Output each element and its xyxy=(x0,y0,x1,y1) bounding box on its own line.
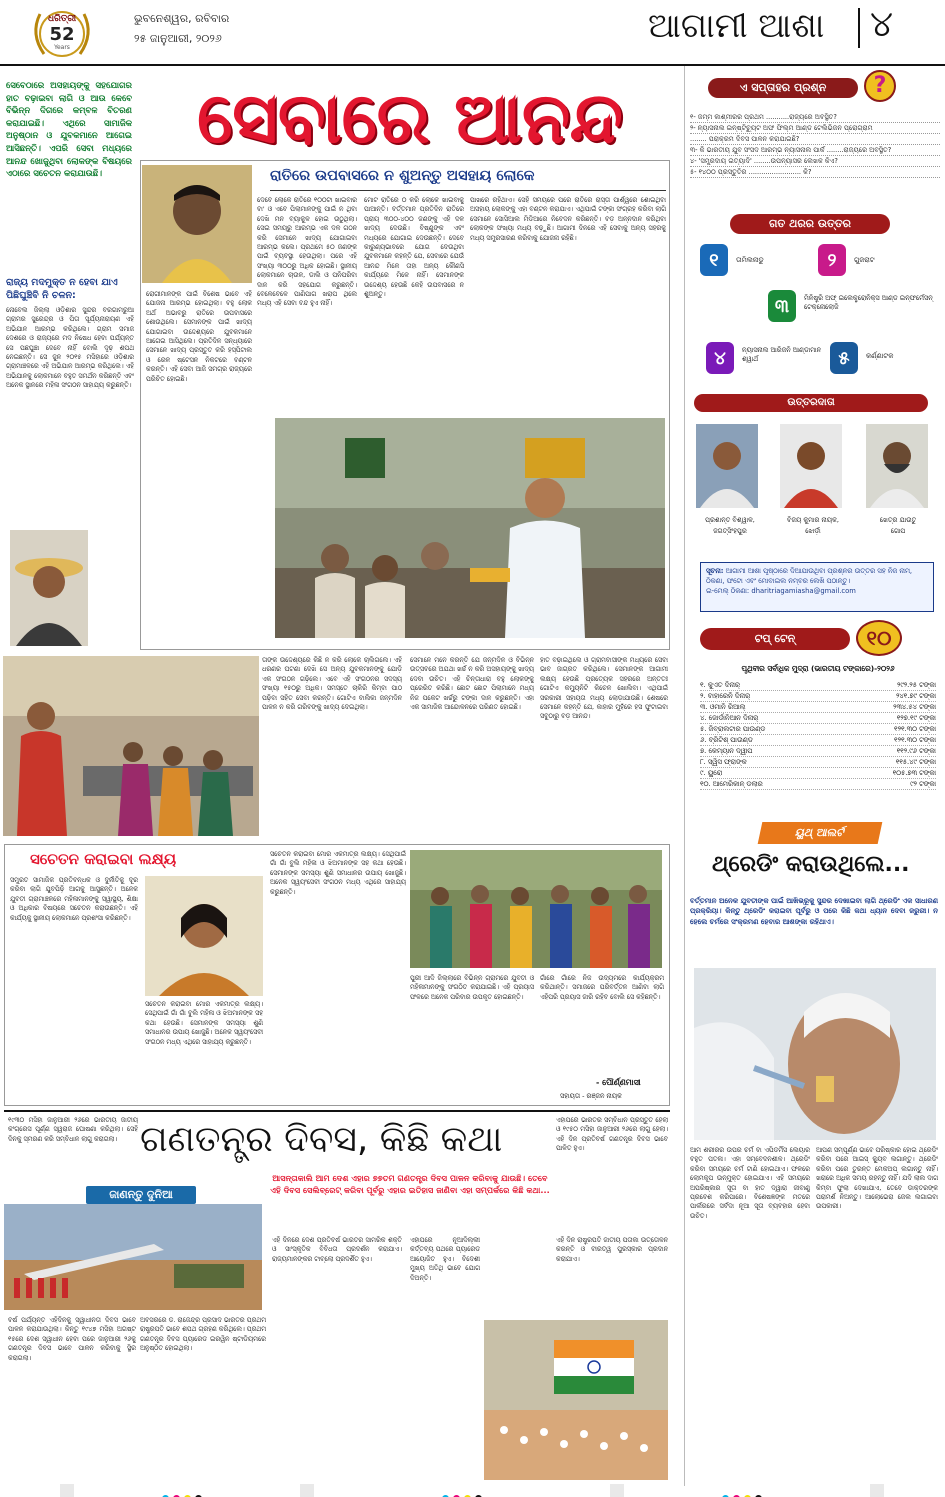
story1-subhead-rule xyxy=(270,190,666,191)
side-head: ରାଜ୍ୟ ମଦମୁକ୍ତ ନ ହେବା ଯାଏ ପିଛିଘୁଞ୍ଚିବି ନି ଚଳନ: xyxy=(6,277,118,301)
quiz-question: ୧- ଜମ୍ମ କାଶ୍ମୀରର ପ୍ରଥମ ...........ରାଜ୍ୟରେ ଅବସ୍ଥିତ? xyxy=(690,112,940,123)
story1-col1: ରୋଗୀମାନଙ୍କ ପାଇଁ ବିଶେଷ ଭାବେ ଏହି ଯୋଜନା ଆରମ୍ଭ ହୋଇଥିଲା। ବହୁ ଲୋକ ଅର୍ଥ ଅଭାବରୁ ରାତିରେ ଉପବାସରେ ଶୋଉଥିଲେ। ସେମାନଙ୍କ ପାଇଁ ଖାଦ୍ୟ ଯୋଗାଇବା ଉଦ୍ଦେଶ୍ୟରେ ଯୁବକମାନେ ଆଗେଇ ଆସିଥିଲେ। ପ୍ରତିଦିନ ସନ୍ଧ୍ୟାରେ ସେମାନେ ଖାଦ୍ୟ ପ୍ରସ୍ତୁତ କରି ହସ୍ପିଟାଲ ଓ ରେଳ ଷ୍ଟେସନ ନିକଟରେ ବଣ୍ଟନ କରନ୍ତି। ଏହି ସେବା ଆଜି ସମଗ୍ର ରାଜ୍ୟରେ ପରିଚିତ ହୋଇଛି। xyxy=(146,290,252,383)
answer-number: ୧ xyxy=(700,244,728,276)
quiz-questions xyxy=(690,112,940,178)
notice-box xyxy=(700,562,934,612)
topten-row xyxy=(700,746,936,757)
story2-head: ସଚେତନ କରାଇବା ଲକ୍ଷ୍ୟ xyxy=(30,850,177,868)
question-mark-icon: ? xyxy=(864,70,896,102)
threading-photo xyxy=(694,968,936,1140)
currency-name: ୯. ୟୁରୋ xyxy=(700,769,723,777)
right-column-rule xyxy=(684,66,685,1486)
logo-years-label: Years xyxy=(54,44,70,51)
answer-text: ତାମିଲନାଡୁ xyxy=(736,256,764,264)
activist-photo xyxy=(10,530,88,646)
quiz-question: ୩- କି ଭାରତୀୟ ଯୁବ ସଂସଦ ଆରମ୍ଭ ନ୍ୟାସନାଲ ପାର୍କ ........ରାଜ୍ୟରେ ଅବସ୍ଥିତ? xyxy=(690,145,940,156)
notice-label: ସୂଚନା: xyxy=(706,567,724,575)
quiz-question: ........ ପରାକ୍ରମ ଦିବସ ପାଳନ କରାଯାଇଛି? xyxy=(690,134,940,145)
currency-value: ୨୩୪.୫୪ ଟଙ୍କା xyxy=(893,703,936,711)
currency-value: ୧୨୧.୩୦ ଟଙ୍କା xyxy=(894,725,936,733)
story1-col4: ପାଖରେ ରହିଥାଏ। ସେହି ସମୟରେ ପରେ ରାତିରେ ରାସ୍ତା ପାର୍ଶ୍ୱରେ ଶୋଇଥିବା ଅସହାୟ ଲୋକଙ୍କୁ ଏହା ବଣ୍ଟନ କରାଯାଏ। ଏଥିପାଇଁ ଟଙ୍କା ସଂଗ୍ରହ କରିବା ଲାଗି ସେମାନେ ସୋସିଆଲ ମିଡିଆରେ ନିବେଦନ କରିଛନ୍ତି। ବଡ଼ ଅନ୍ନଦାନ କରିଥିବା ଲୋକଙ୍କ ସଂଖ୍ୟା ମଧ୍ୟ ବଢ଼ୁଛି। ଆଗାମୀ ଦିନରେ ଏହି ସେବାକୁ ଅନ୍ୟ ସହରକୁ ମଧ୍ୟ ସମ୍ପ୍ରସାରଣ କରିବାକୁ ଯୋଜନା ରହିଛି। xyxy=(470,196,666,242)
currency-name: ୨. ବାହାରେନି ଦିନାର୍ xyxy=(700,692,751,700)
youth-head: ଥ୍ରେଡିଂ କରାଉଥିଲେ... xyxy=(712,852,910,877)
main-headline: ସେବାରେ ଆନନ୍ଦ xyxy=(197,77,623,159)
topten-row xyxy=(700,768,936,779)
logo-years: 52 xyxy=(49,24,75,45)
topten-row xyxy=(700,691,936,702)
activist-woman-photo xyxy=(145,876,263,996)
winner-name: ଖେତ୍ର ଯାଉତୁ xyxy=(879,516,917,524)
topten-row xyxy=(700,702,936,713)
topten-subtitle: ପୃଥିବୀର ସର୍ବାଧିକ ମୁଦ୍ରା (ଭାରତୀୟ ଟଙ୍କାରେ)-୨୦୨୬ xyxy=(741,664,895,673)
email-address[interactable]: dharitriagamiasha@gmail.com xyxy=(751,587,856,595)
answer-text: ଗୁଜରାଟ xyxy=(854,256,875,264)
masthead xyxy=(0,0,945,64)
winner-photo xyxy=(780,424,842,508)
city-day: ଭୁବନେଶ୍ୱର, ରବିବାର xyxy=(134,12,230,25)
logo-text: ଧରିତ୍ରୀ xyxy=(47,14,77,24)
story3-intro: ୧୯୩୦ ମସିହା ଜାନୁଆରୀ ୨୬ରେ ଭାରତୀୟ ଜାତୀୟ କଂଗ୍ରେସ ପୂର୍ଣ୍ଣ ସ୍ୱରାଜ ଘୋଷଣା କରିଥିଲା। ସେହି ଦିନକୁ ସ୍ମରଣ କରି ସମ୍ବିଧାନ ଲାଗୁ କରାଗଲା। xyxy=(8,1116,138,1143)
winners-banner: ଉତ୍ତରଦାତା xyxy=(694,394,928,412)
story3-col3: ଏହି ଦିନରେ ଦେଶ ପ୍ରତିବର୍ଷ ଭାରତର ସାମରିକ ଶକ୍ତି ଓ ସାଂସ୍କୃତିକ ବିବିଧତା ପ୍ରଦର୍ଶନ କରାଯାଏ। ରାଜ୍ୟମାନଙ୍କର ଟାବ୍ଲୋ ପ୍ରଦର୍ଶିତ ହୁଏ। xyxy=(272,1236,402,1263)
story3-head: ଗଣତନ୍ତ୍ର ଦିବସ, କିଛି କଥା xyxy=(140,1119,503,1160)
story3-col4: ଏହାପରେ ନୂଆଦିଲ୍ଲୀ କର୍ତ୍ତବ୍ୟ ପଥରେ ପ୍ୟାରେଡ ଆୟୋଜିତ ହୁଏ। ବିଦେଶୀ ମୁଖ୍ୟ ଅତିଥି ଭାବେ ଯୋଗ ଦିଅନ୍ତି। xyxy=(410,1236,480,1282)
quiz-question: ୫- ୧୪୦୦ ପ୍ରସ୍ତୁତିର ......................... କି? xyxy=(690,167,940,178)
story3-kicker: ଜାଣନ୍ତୁ ଦୁନିଆ xyxy=(86,1186,196,1204)
answer-text: କର୍ଣ୍ଣାଟକ xyxy=(866,352,894,360)
currency-name: ୬. ବ୍ରିଟିଶ୍ ପାଉଣ୍ଡ xyxy=(700,736,753,744)
story1-col3: ମୋଟ ରାତିରେ ୦ କରି ଲୋକେ ଖାଇବାକୁ ପାଆନ୍ତି। ବର୍ତ୍ତମାନ ପ୍ରତିଦିନ ରାତିରେ ପ୍ରାୟ ୩୦୦-୪୦୦ ଜଣଙ୍କୁ ଏହି ଦଳ ଖାଦ୍ୟ ଦେଉଛି। ବିଷ୍ଣୁଙ୍କ ଏବଂ ମଧ୍ୟରେ ଯୋଗାଇ ଦେଉଛନ୍ତି। ଦେବେ କାରୁଣ୍ୟଭାବରେ ଯୋଗ ଦେଉଥିବା ଯୁବକମାନେ କହନ୍ତି ଯେ, ସେବାରେ ଯେଉଁ ଆନନ୍ଦ ମିଳେ ତାହା ଅନ୍ୟ କୌଣସି କାର୍ଯ୍ୟରେ ମିଳେ ନାହିଁ। ସେମାନଙ୍କ ଉଦ୍ଦେଶ୍ୟ ହେଉଛି କେହି ଉପବାସରେ ନ ଶୁଅନ୍ତୁ। xyxy=(364,196,464,299)
currency-value: ୯୨ ଟଙ୍କା xyxy=(910,780,936,788)
story2-col1: ସମ୍ପ୍ରତ ସାମାଜିକ ପ୍ରତିବନ୍ଧକ ଓ ଦୁର୍ନୀତିକୁ ଦୂର କରିବା ଲାଗି ଯୁବପିଢ଼ି ଆଗକୁ ଆସୁଛନ୍ତି। ଅନେକ ଯୁବତୀ ଗ୍ରାମାଞ୍ଚଳରେ ମହିଳାମାନଙ୍କୁ ସ୍ୱାସ୍ଥ୍ୟ, ଶିକ୍ଷା ଓ ଅଧିକାର ବିଷୟରେ ସଚେତନ କରାଉଛନ୍ତି। ଏହି କାର୍ଯ୍ୟକୁ ସ୍ଥାନୀୟ ଲୋକମାନେ ପ୍ରଶଂସା କରିଛନ୍ତି। xyxy=(10,876,138,922)
story3-intro2: ଏହାପରେ ଭାରତର ସମ୍ବିଧାନ ପ୍ରସ୍ତୁତ ହେଲା ଓ ୧୯୫୦ ମସିହା ଜାନୁଆରୀ ୨୬ରେ ଲାଗୁ ହେଲା। ଏହି ଦିନ ପ୍ରତିବର୍ଷ ଗଣତନ୍ତ୍ର ଦିବସ ଭାବେ ପାଳିତ ହୁଏ। xyxy=(556,1116,668,1153)
story3-col1: ବର୍ଷ ପର୍ଯ୍ୟନ୍ତ ଏହିଦିନକୁ ସ୍ୱାଧୀନତା ଦିବସ ଭାବେ ପାଳନ କରାଯାଉଥିଲା। କିନ୍ତୁ ୧୯୪୭ ମସିହା ଅଗଷ୍ଟ ୧୫ରେ ଦେଶ ସ୍ୱାଧୀନ ହେବା ପରେ ଜାନୁଆରୀ ୨୬କୁ ଗଣତନ୍ତ୍ର ଦିବସ ଭାବେ ପାଳନ କରିବାକୁ ସ୍ଥିର କରାଗଲା। xyxy=(8,1316,136,1362)
winner-name: ବିଜୟ କୁମାର ନାୟକ, xyxy=(787,516,839,524)
masthead-divider xyxy=(858,8,860,48)
masthead-rule xyxy=(0,64,945,66)
story3-col5: ଏହି ଦିନ ରାଷ୍ଟ୍ରପତି ଜାତୀୟ ପତାକା ଉତ୍ତୋଳନ କରନ୍ତି ଓ ବୀରତ୍ୱ ପୁରସ୍କାର ପ୍ରଦାନ କରାଯାଏ। xyxy=(556,1236,668,1263)
currency-name: ୩. ଓମାନି ରିଆଲ୍ xyxy=(700,703,746,711)
youth-intro: ବର୍ତ୍ତମାନ ଅନେକ ଯୁବତୀଙ୍କ ପାଇଁ ଆଖିଭ୍ରୂକୁ ସୁନ୍ଦର ଦେଖାଇବା ଲାଗି ଥ୍ରେଡିଂ ଏକ ସାଧାରଣ ପ୍ରକ୍ରିୟା। କିନ୍ତୁ ଥ୍ରେଡିଂ କରାଇବା ପୂର୍ବରୁ ଓ ପରେ କିଛି କଥା ଧ୍ୟାନ ଦେବା ଜରୁରୀ। ନ ହେଲେ ଚର୍ମରେ ସଂକ୍ରମଣ ହେବାର ଆଶଙ୍କା ରହିଥାଏ। xyxy=(690,897,938,926)
logo xyxy=(26,4,98,60)
story2-col4: ଗାଁରେ ଗାଁରେ ନିଜ ଉଦ୍ୟମରେ କାର୍ଯ୍ୟକ୍ରମ କରିଥାନ୍ତି। ସମାଜରେ ପରିବର୍ତ୍ତନ ଆଣିବା ଲାଗି ଏହିପରି ପ୍ରୟାସ ଜାରି ରହିବ ବୋଲି ସେ କହିଛନ୍ତି। xyxy=(540,974,664,1001)
women-serving-photo xyxy=(3,656,259,836)
topten-badge: ୧୦ xyxy=(856,620,902,656)
parade-photo xyxy=(4,1204,262,1310)
currency-value: ୨୪୧.୭୯ ଟଙ୍କା xyxy=(895,692,936,700)
youth-col1: ଆମ ଶରୀରର ଉପର ଚର୍ମ ବା ଏପିଡର୍ମିସ ଲେୟାର ବହୁତ ପତଳା। ଏହା ସମ୍ବେଦନଶୀଳ। ଥ୍ରେଡିଂ କରିବା ସମୟରେ ଚର୍ମ ଟାଣି ହୋଇଥାଏ। ଫଳରେ ଲୋମକୂପ ଉନ୍ମୁକ୍ତ ହୋଇଯାଏ। ଏହି ସମୟରେ ଅପରିଷ୍କାର ସୂତା ବା ହାତ ଦ୍ୱାରା ଜୀବାଣୁ ପ୍ରବେଶ କରିପାରେ। ବିଶେଷଜ୍ଞଙ୍କ ମତରେ ପାର୍ଲରରେ ସର୍ବଦା ନୂଆ ସୂତା ବ୍ୟବହାର ହେବା ଉଚିତ। xyxy=(690,1146,810,1220)
story2-byline2: ସହାୟତା - ରଞ୍ଜନ ନାୟକ xyxy=(560,1092,622,1100)
topten-row xyxy=(700,757,936,768)
currency-value: ୧୨୧.୩୦ ଟଙ୍କା xyxy=(894,736,936,744)
prev-answers-banner: ଗତ ଥରର ଉତ୍ତର xyxy=(730,214,890,234)
topten-row xyxy=(700,680,936,691)
story1-subhead: ରାତିରେ ଉପବାସରେ ନ ଶୁଅନ୍ତୁ ଅସହାୟ ଲୋକେ xyxy=(270,168,535,184)
portrait-photo xyxy=(142,165,252,283)
flag-parade-photo xyxy=(484,1320,668,1480)
currency-value: ୨୯୨.୨୫ ଟଙ୍କା xyxy=(896,681,936,689)
story2-col3: ପୁରୀ ଆଦି ଜିଲ୍ଲାରେ ବିଭିନ୍ନ ଗ୍ରାମରେ ଯୁବତୀ ଓ ମହିଳାମାନଙ୍କୁ ସଂଗଠିତ କରାଯାଇଛି। ଏହି ପ୍ରୟାସ ଫଳରେ ଅନେକ ପରିବାର ଉପକୃତ ହୋଇଛନ୍ତି। xyxy=(410,974,534,1001)
answer-number: ୪ xyxy=(706,342,734,374)
story1-below-col1: ତାଙ୍କ ଉଦ୍ଦେଶ୍ୟରେ କିଛି ନ କରି ଲୋକେ ଚାଲିଗଲେ। ଏହି ଧରଣର ଘଟଣା ଦେଖି ସେ ଅନ୍ୟ ଯୁବକମାନଙ୍କୁ ଯୋଡ଼ି ଏକ ସଂଗଠନ ଗଢ଼ିଲେ। ଏବେ ଏହି ସଂଗଠନର ସଦସ୍ୟ ସଂଖ୍ୟା ୧୫୦ରୁ ଅଧିକ। ସମସ୍ତେ ଚାକିରି କିମ୍ବା ପାଠ ପଢ଼ିବା ସହିତ ସେବା କରନ୍ତି। ଗୋଟିଏ ବାଲିକା ଜନ୍ମଦିନ ପାଳନ ନ କରି ଗରିବଙ୍କୁ ଖାଦ୍ୟ ଦେଇଥିଲା। xyxy=(262,656,402,712)
topten-row xyxy=(700,713,936,724)
quiz-title: ଏ ସପ୍ତାହର ପ୍ରଶ୍ନ xyxy=(739,81,827,94)
youth-col2: ଆପଣ ସମ୍ପୂର୍ଣ୍ଣ ଭାବେ ପରିଷ୍କାର ହୋଇ ଥ୍ରେଡିଂ କରିବା ପରେ ଆଇସ୍ କ୍ୟୁବ ଲଗାନ୍ତୁ। ଥ୍ରେଡିଂ କରିବା ପରେ ତୁରନ୍ତ ମେକଅପ୍ ଲଗାନ୍ତୁ ନାହିଁ। ଖରାରେ ଅଧିକ ସମୟ ରହନ୍ତୁ ନାହିଁ। ଯଦି ଲାଲ ଦାଗ କିମ୍ବା ଫୁଲା ଦେଖାଯାଏ, ତେବେ ଡାକ୍ତରଙ୍କ ପରାମର୍ଶ ନିଅନ୍ତୁ। ଆଲୋଭେରା ଜେଲ ଲଗାଇବା ଉପକାରୀ। xyxy=(816,1146,938,1211)
answer-text: ମିନିଷ୍ଟ୍ରି ଅଫ୍ ଇଲେକ୍ଟ୍ରୋନିକ୍ସ ଆଣ୍ଡ ଇନ୍‌ଫର୍ମେସନ୍ ଟେକ୍ନୋଲୋଜି xyxy=(804,294,933,311)
answer-number: ୩ xyxy=(768,290,796,322)
page-number: ୪ xyxy=(870,4,894,45)
story3-rule xyxy=(4,1110,670,1112)
winner-name: ପ୍ରଶାନ୍ତ ବିଶ୍ୱାଳ, xyxy=(705,516,755,524)
food-distribution-photo xyxy=(275,418,665,638)
story2-col2a: ସଚେତନ କରାଇବା ମୋର ଏକମାତ୍ର ଲକ୍ଷ୍ୟ। ସେଥିପାଇଁ ଗାଁ ଗାଁ ବୁଲି ମହିଳା ଓ ଝିଅମାନଙ୍କ ସହ କଥା ହେଉଛି। ସେମାନଙ୍କ ସମସ୍ୟା ଶୁଣି ସମାଧାନର ଉପାୟ ଖୋଜୁଛି। ଅନେକ ସ୍ୱୟଂସେବୀ ସଂଗଠନ ମଧ୍ୟ ଏଥିରେ ସାହାଯ୍ୟ କରୁଛନ୍ତି। xyxy=(145,1000,263,1046)
answer-text: ନ୍ୟାସନାଲ ଆରିଜନି ଆଣ୍ଡାମାନ ଶ୍ୱାର୍ଥ xyxy=(742,346,822,363)
currency-name: ୧. କୁଏତ ଦିନାର୍ xyxy=(700,681,740,689)
answer-number: ୫ xyxy=(830,342,858,374)
winner-place: ଜଗତ୍‌ସିଂହପୁର xyxy=(713,527,747,535)
winner-place: ଗୋପ xyxy=(890,527,906,535)
story1-col2: ଦେବେ ଲୋକେ ରାତିରେ ୧୦୦ଟା ଖାଇବାର ବା' ଓ ଏବେ ପିଲାମାନଙ୍କୁ ପାଇଁ ନ ଥିବା ଦେଖି ମନ ବ୍ୟାକୁଳ ହୋଇ ଉଠୁଥିଲା। ସେଇ ସମୟରୁ ଆରମ୍ଭ ଏକ ଦଳ ଗଠନ କରି ସେମାନେ ଖାଦ୍ୟ ଯୋଗାଇବା ଆରମ୍ଭ କଲେ। ପ୍ରଥମେ ୫୦ ଜଣଙ୍କ ପାଇଁ ବ୍ୟବସ୍ଥା ହେଉଥିଲା। ପରେ ଏହି ସଂଖ୍ୟା ୩୦୦ରୁ ଅଧିକ ହୋଇଛି। ସ୍ଥାନୀୟ ଲୋକମାନେ ଚାଉଳ, ଡାଲି ଓ ପନିପରିବା ଦାନ କରି ସହଯୋଗ କରୁଛନ୍ତି। ବେଳେବେଳେ ପାଣିପାଗ ଖରାପ ଥିଲେ ମଧ୍ୟ ଏହି ସେବା ବନ୍ଦ ହୁଏ ନାହିଁ। xyxy=(257,196,357,308)
currency-value: ୧୧୨.୯୬ ଟଙ୍କା xyxy=(896,747,936,755)
side-body: ନୋବେଲ ଜିଲ୍ଲା ଓଡ଼ିଶାର ସୁନ୍ଦର ବରଗାମରୁଆ ଗ୍ରାମର ସୁରେନ୍ଦ୍ର ଓ ପିତା ସୂର୍ଯ୍ୟନାରାୟଣ ଏହି ଅଭିଯାନ ଆରମ୍ଭ କରିଥିଲେ। ଗ୍ରାମ ସମାଜ ଦେଶରେ ଓ ରାଜ୍ୟରେ ମଦ ନିଷେଧ ହେବା ପର୍ଯ୍ୟନ୍ତ ସେ ପଛଘୁଞ୍ଚା ଦେବେ ନାହିଁ ବୋଲି ଦୃଢ଼ ଶପଥ ନେଇଛନ୍ତି। ସେ ଜୁନ ୨୦୧୫ ମସିହାରେ ଓଡ଼ିଶାର ଗ୍ରାମାଞ୍ଚଳରେ ଏହି ଅଭିଯାନ ଆରମ୍ଭ କରିଥିଲେ। ଏହି ଅଭିଯାନକୁ ଲୋକମାନେ ବହୁତ ସମର୍ଥନ କରିଛନ୍ତି ଏବଂ ଅନେକ ସ୍ଥାନରେ ମହିଳା ସଂଗଠନ ସାହାଯ୍ୟ କରୁଛନ୍ତି। xyxy=(6,306,134,390)
currency-name: ୫. ଜିବ୍ରାଲଟାର ପାଉଣ୍ଡ xyxy=(700,725,766,733)
topten-row xyxy=(700,724,936,735)
winner-photo xyxy=(696,424,758,508)
group-women-photo xyxy=(410,850,662,968)
currency-name: ୪. ଜୋର୍ଡାନିଆନ ଦିନାର୍ xyxy=(700,714,759,722)
currency-value: ୧୨୭.୧୯ ଟଙ୍କା xyxy=(896,714,936,722)
quiz-question: ୪- 'ସମ୍ପ୍ରଦାୟ ଇତ୍ୟାଦି' ........ଉପନ୍ୟାସର ଲେଖକ କିଏ? xyxy=(690,156,940,167)
story1-below-col2: ସେମାନେ ମନେ କରନ୍ତି ଯେ ଜନ୍ମଦିନ ଓ ବିଭିନ୍ନ ଉତ୍ସବରେ ଅଯଥା ଖର୍ଚ୍ଚ ନ କରି ଅସହାୟଙ୍କୁ ଖାଦ୍ୟ ଦେବା ଉଚିତ। ଏହି ଚିନ୍ତାଧାରା ବହୁ ଲୋକଙ୍କୁ ପ୍ରେରିତ କରିଛି। ଛୋଟ ଛୋଟ ପିଲାମାନେ ମଧ୍ୟ ନିଜ ପକେଟ ଖର୍ଚ୍ଚରୁ ଟଙ୍କା ଦାନ କରୁଛନ୍ତି। ଏହା ଏକ ସାମାଜିକ ଆନ୍ଦୋଳନରେ ପରିଣତ ହୋଇଛି। xyxy=(410,656,534,712)
quiz-question: ୨- ନ୍ୟାସନାଲ ଇନ୍ଷ୍ଟିଚ୍ୟୁଟ ଅଫ ଫିଲ୍ମ ଆଣ୍ଡ ଟେଲିଭିଜନ ପ୍ରୋଗ୍ରାମ xyxy=(690,123,940,134)
winner-photo xyxy=(866,424,928,508)
email-label: ଇ-ମେଲ୍ ଠିକଣା: xyxy=(706,587,750,595)
notice-text: ଆଗାମୀ ଆଶା ପୃଷ୍ଠାରେ ଦିଆଯାଉଥିବା ପ୍ରଶ୍ନର ଉତ୍ତର ସହ ନିଜ ନାମ, ଠିକଣା, ଫଟୋ ଏବଂ ମୋବାଇଲ ନମ୍ବର ଲେଖି ପଠାନ୍ତୁ। xyxy=(706,567,913,585)
print-marks xyxy=(0,1484,945,1497)
story2-byline: - ପୌର୍ଣ୍ଣମାସୀ xyxy=(596,1078,641,1087)
story1-below-col3: ହାତ ବଢ଼ାଇଥିଲେ ଓ ଗ୍ରାମବାସୀଙ୍କ ମଧ୍ୟରେ ସେବା ଭାବ ଜାଗ୍ରତ କରିଥିଲେ। ସେମାନଙ୍କ ଆଗାମୀ ଲକ୍ଷ୍ୟ ହେଉଛି ପ୍ରତ୍ୟେକ ସହରରେ ଅନ୍ତତଃ ଗୋଟିଏ କମ୍ୟୁନିଟି କିଚେନ ଖୋଲିବା। ଏଥିପାଇଁ ସରକାରୀ ସହାୟତା ମଧ୍ୟ ଲୋଡ଼ାଯାଉଛି। ଶେଷରେ ସେମାନେ କହନ୍ତି ଯେ, କାହାର ମୁହଁରେ ହସ ଫୁଟାଇବା ସବୁଠାରୁ ବଡ଼ ଆନନ୍ଦ। xyxy=(540,656,668,721)
currency-name: ୧୦. ଆମେରିକାନ୍ ଡଲାର xyxy=(700,780,763,788)
answer-number: ୨ xyxy=(818,244,846,276)
currency-value: ୧୧୫.୪୯ ଟଙ୍କା xyxy=(895,758,936,766)
story3-col2: ଅବସରରେ ଡ. ରାଜେନ୍ଦ୍ର ପ୍ରସାଦ ଭାରତର ପ୍ରଥମ ରାଷ୍ଟ୍ରପତି ଭାବେ ଶପଥ ଗ୍ରହଣ କରିଥିଲେ। ପ୍ରଥମ ଗଣତନ୍ତ୍ର ଦିବସ ପ୍ୟାରେଡ ଇରୱିନ ଷ୍ଟାଡିୟମରେ ଅନୁଷ୍ଠିତ ହୋଇଥିଲା। xyxy=(140,1316,266,1353)
winner-place: ଝୋର୍ଡ଼ା xyxy=(805,527,821,535)
topten-list xyxy=(700,680,936,790)
story3-dek: ଆସନ୍ତାକାଲି ଆମ ଦେଶ ଏହାର ୭୭ତମ ଗଣତନ୍ତ୍ର ଦିବସ ପାଳନ କରିବାକୁ ଯାଉଛି। ତେବେ ଏହି ଦିବସ ସେଲିବ୍ରେଟ୍ କରିବା ପୂର୍ବରୁ ଏହାର ଇତିହାସ ଜାଣିବା ଏହା ସମ୍ପର୍କରେ କିଛି କଥା... xyxy=(270,1173,550,1195)
left-intro: ସେବେଠାରେ ଅସହାୟଙ୍କୁ ସହଯୋଗର ହାତ ବଢ଼ାଇବା ଲାଗି ଓ ଆଉ କେବେ ବିଭିନ୍ନ ଦିଗରେ କମ୍ବଳ ବିତରଣ କରାଯାଇଛି। ଏଥିରେ ସାମାଜିକ ଅନୁଷ୍ଠାନ ଓ ଯୁବକମାନେ ଆଗେଇ ଆସିଛନ୍ତି। ଏପରି ସେବା ମଧ୍ୟରେ ଆନନ୍ଦ ଖୋଜୁଥିବା ଲୋକଙ୍କ ବିଷୟରେ ଏଠାରେ ସଚେତନ କରାଯାଉଛି। xyxy=(6,81,132,180)
topten-row xyxy=(700,779,936,790)
topten-banner: ଟପ୍ ଟେନ୍ xyxy=(700,628,850,650)
section-title: ଆଗାମୀ ଆଶା xyxy=(648,6,825,46)
currency-name: ୮. ସ୍ୱିସ ଫ୍ରାଙ୍କ xyxy=(700,758,747,766)
date: ୨୫ ଜାନୁଆରୀ, ୨୦୨୬ xyxy=(134,32,222,45)
topten-row xyxy=(700,735,936,746)
currency-name: ୭. କେମ୍ୟାନ ଦ୍ୱୀପ xyxy=(700,747,753,755)
story2-col2b: ସଚେତନ କରାଇବା ମୋର ଏକମାତ୍ର ଲକ୍ଷ୍ୟ। ସେଥିପାଇଁ ଗାଁ ଗାଁ ବୁଲି ମହିଳା ଓ ଝିଅମାନଙ୍କ ସହ କଥା ହେଉଛି। ସେମାନଙ୍କ ସମସ୍ୟା ଶୁଣି ସମାଧାନର ଉପାୟ ଖୋଜୁଛି। ଅନେକ ସ୍ୱୟଂସେବୀ ସଂଗଠନ ମଧ୍ୟ ଏଥିରେ ସାହାଯ୍ୟ କରୁଛନ୍ତି। xyxy=(270,850,406,896)
currency-value: ୧୦୫.୭୩ ଟଙ୍କା xyxy=(892,769,936,777)
youth-tag: ୟୁଥ୍ ଆଲର୍ଟ xyxy=(758,822,883,844)
